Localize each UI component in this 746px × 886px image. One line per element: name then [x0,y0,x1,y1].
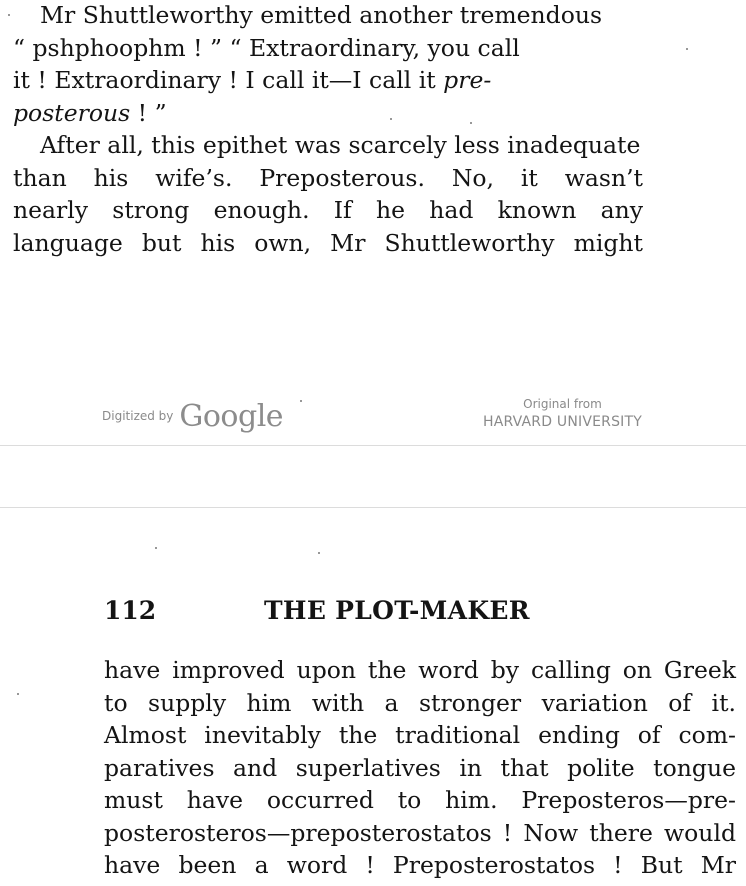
digitized-label: Digitized by [102,409,174,423]
digitized-by-google-watermark [102,396,283,436]
scan-speck [17,693,19,695]
paragraph-1 [13,0,643,129]
line-3: it ! Extraordinary ! I call it—I call it [13,66,444,94]
bottom-line-2: to supply him with a stronger variation of it. [104,688,736,717]
university-label: HARVARD UNIVERSITY [482,414,642,430]
bottom-paragraph [104,654,736,882]
scan-speck [8,14,10,16]
page-number: 112 [104,596,157,625]
italic-hyphenated-word-start: pre- [443,66,492,94]
bottom-line-6: posterosteros—preposterostatos ! Now there would [104,818,736,847]
line-7: nearly strong enough. If he had known any [13,196,643,224]
page-separator [0,445,746,508]
italic-hyphenated-word-end: posterous [13,98,131,127]
original-from-label: Original from [523,397,602,411]
top-page-text [13,0,643,259]
scan-speck [318,552,320,554]
original-source-watermark [483,396,642,432]
scan-speck [686,48,688,50]
running-title: THE PLOT-MAKER [264,596,530,625]
bottom-line-5: must have occurred to him. Preposteros—pre- [104,786,736,814]
paragraph-2 [13,129,643,259]
scan-speck [300,400,302,402]
line-5: After all, this epithet was scarcely less inadequate [40,131,641,159]
line-1: Mr Shuttleworthy emitted another tremendous [40,1,603,29]
bottom-line-1: have improved upon the word by calling on Greek [104,656,736,684]
bottom-line-7: have been a word ! Preposterostatos ! But Mr [104,851,736,879]
line-2: “ pshphoophm ! ” “ Extraordinary, you call [13,33,520,62]
google-logo: Google [179,398,284,434]
line-6: than his wife’s. Preposterous. No, it wasn’t [13,163,643,192]
bottom-line-4: paratives and superlatives in that polite tongue [104,753,736,782]
line-8: language but his own, Mr Shuttleworthy might [13,228,643,257]
bottom-line-3: Almost inevitably the traditional ending of com- [104,721,736,749]
running-head [104,596,736,632]
bottom-page-text [104,654,736,882]
closing-quote: ! ” [130,98,167,127]
scan-speck [390,118,392,120]
scan-speck [155,547,157,549]
scan-speck [470,122,472,124]
